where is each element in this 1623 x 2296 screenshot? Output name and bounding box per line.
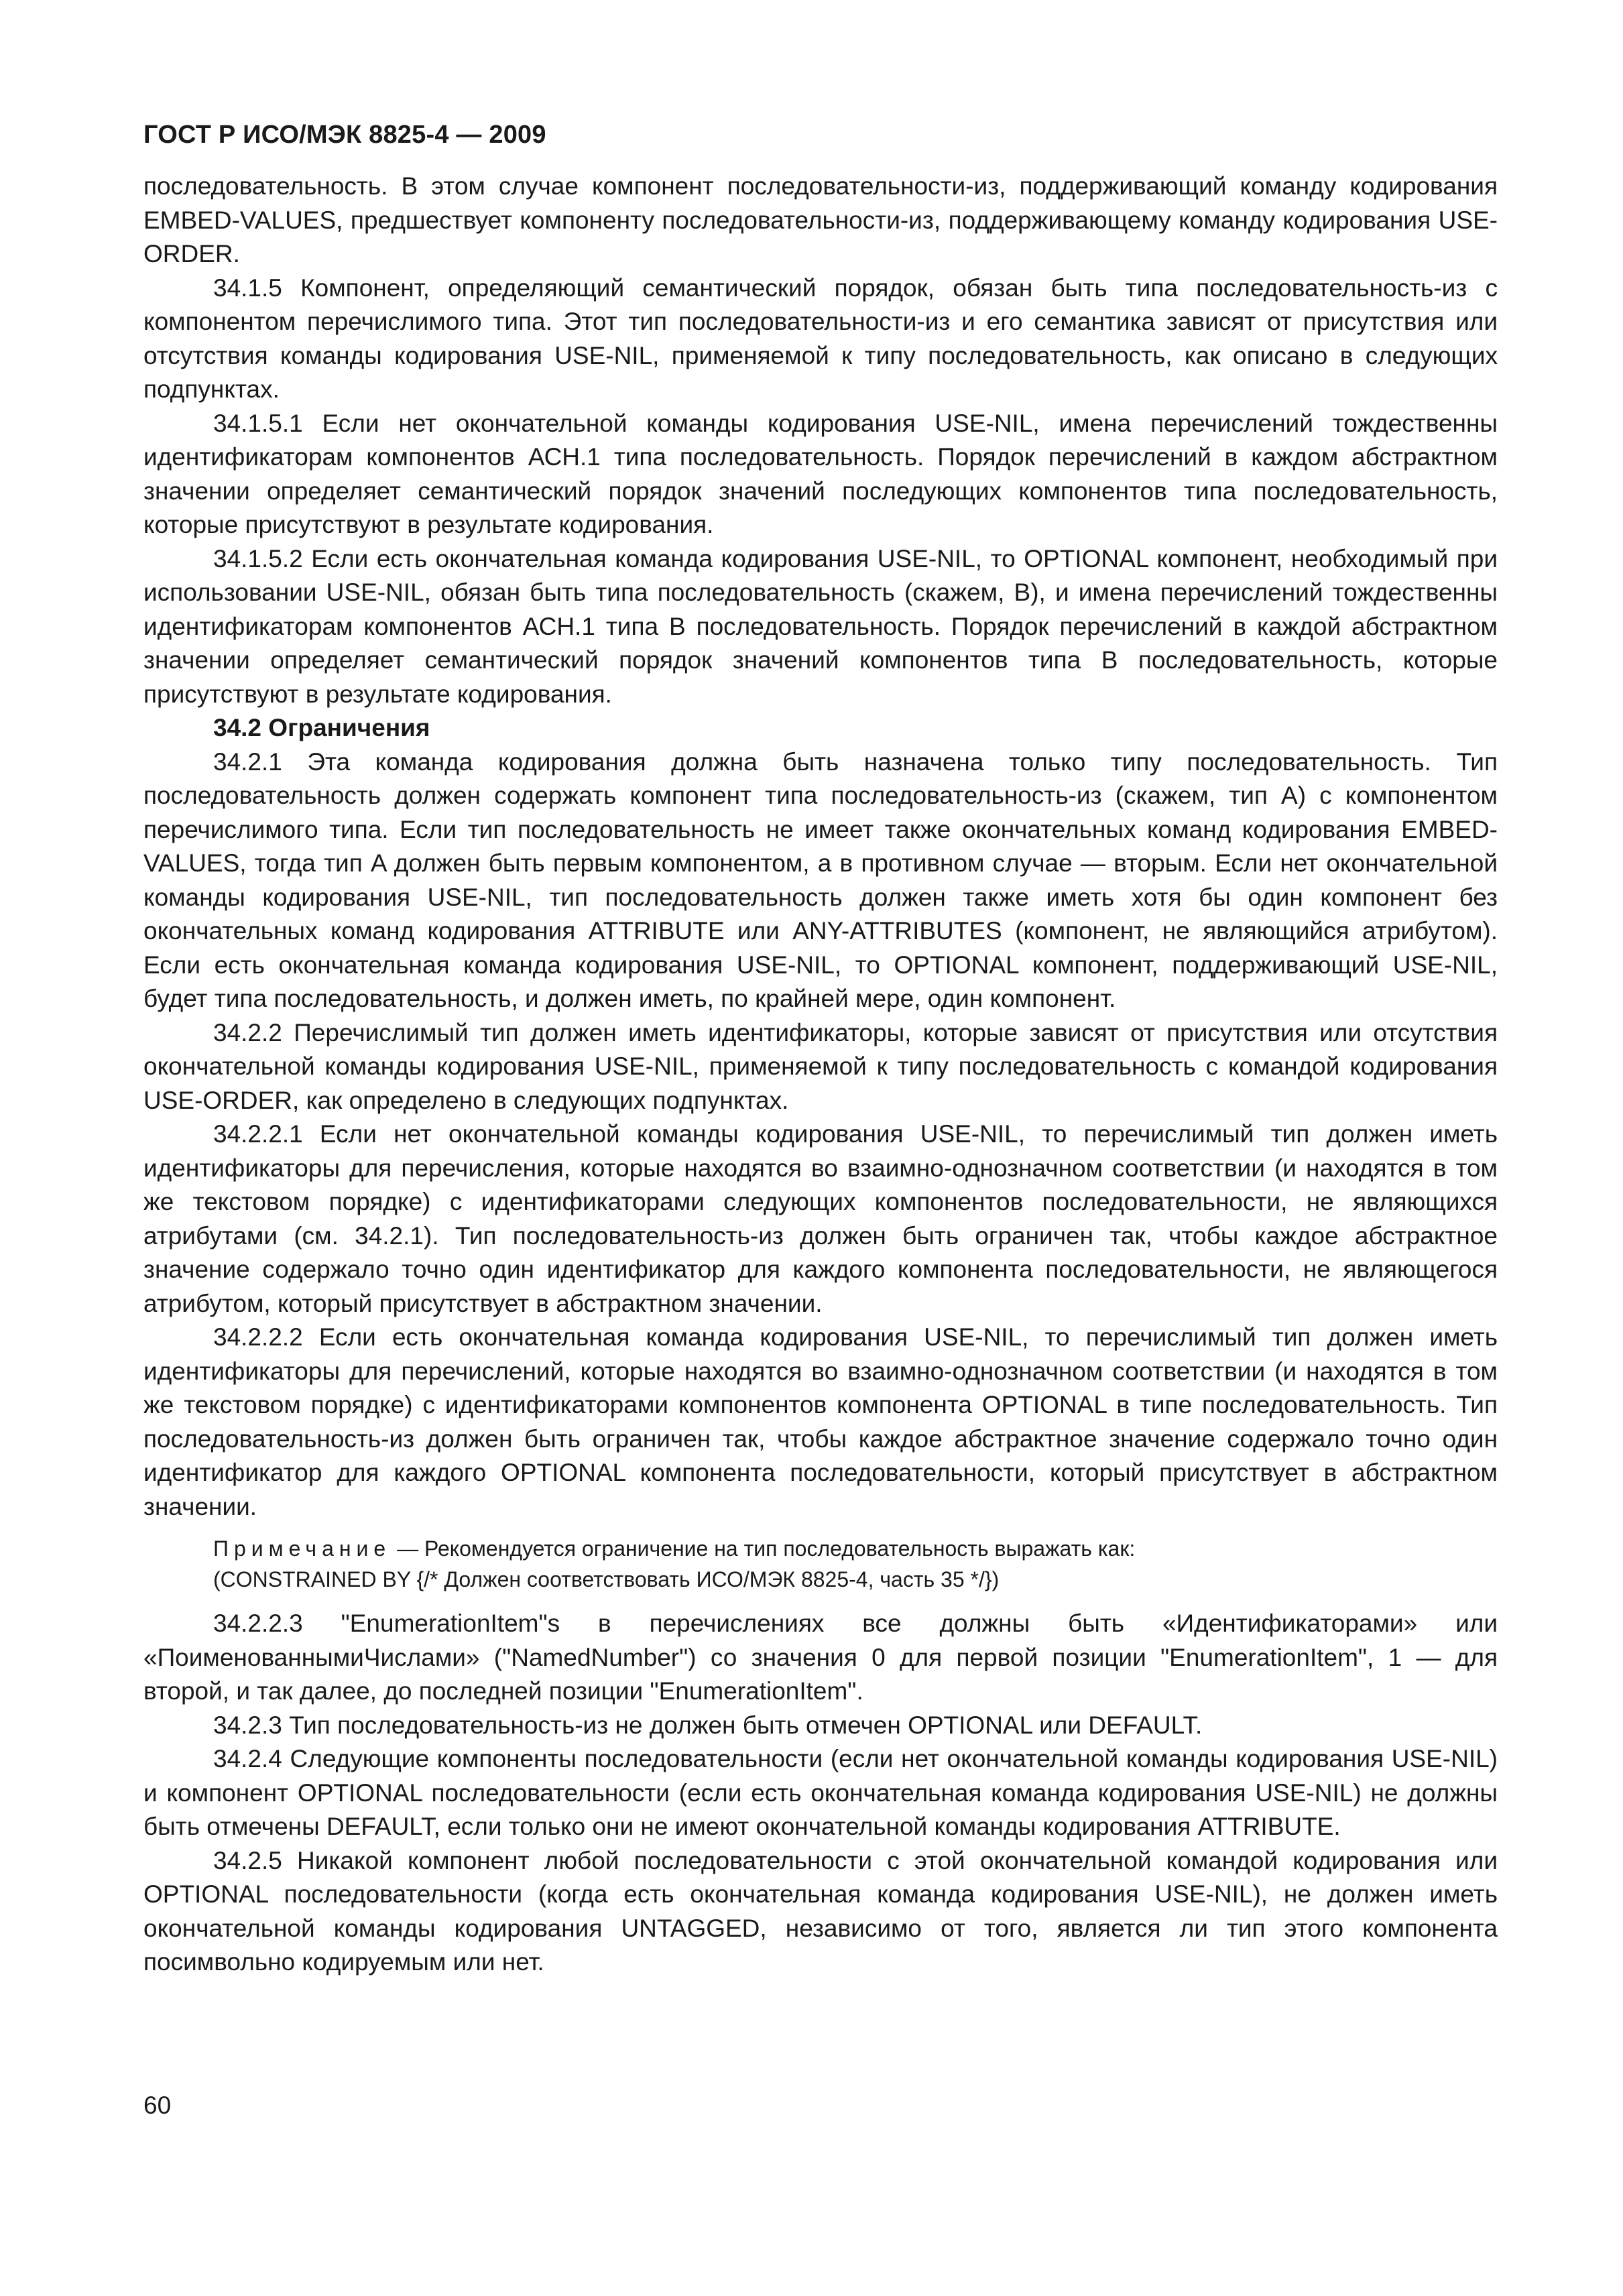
- page-number: 60: [143, 2092, 172, 2119]
- paragraph-34-2-2: 34.2.2 Перечислимый тип должен иметь идентификаторы, которые зависят от присутствия или отсутствия окончательной команды кодирования USE-NIL, применяемой к типу последовательность с командой кодирования USE-ORDER, как определено в следующих подпунктах.: [143, 1018, 1498, 1114]
- note-label: Примечание: [213, 1536, 392, 1561]
- document-header: ГОСТ Р ИСО/МЭК 8825-4 — 2009: [143, 121, 546, 149]
- paragraph-34-1-5: 34.1.5 Компонент, определяющий семантический порядок, обязан быть типа последовательность-из с компонентом перечислимого типа. Этот тип последовательности-из и его семантика зависят от присутствия или отсутствия команды кодирования USE-NIL, применяемой к типу последовательность, как описано в следующих подпунктах.: [143, 274, 1498, 403]
- paragraph-34-2-1: 34.2.1 Эта команда кодирования должна быть назначена только типу последовательность. Тип последовательность должен содержать компонент типа последовательность-из (скажем, тип A) с компонентом перечислимого типа. Если тип последовательность не имеет также окончательных команд кодирования EMBED-VALUES, тогда тип A должен быть первым компонентом, а в противном случае — вторым. Если нет окончательной команды кодирования USE-NIL, тип последовательность должен также иметь хотя бы один компонент без окончательных команд кодирования ATTRIBUTE или ANY-ATTRIBUTES (компонент, не являющийся атрибутом). Если есть окончательная команда кодирования USE-NIL, то OPTIONAL компонент, поддерживающий USE-NIL, будет типа последовательность, и должен иметь, по крайней мере, один компонент.: [143, 747, 1498, 1012]
- paragraph-34-1-5-1: 34.1.5.1 Если нет окончательной команды кодирования USE-NIL, имена перечислений тождественны идентификаторам компонентов АСН.1 типа последовательность. Порядок перечислений в каждом абстрактном значении определяет семантический порядок значений последующих компонентов типа последовательность, которые присутствуют в результате кодирования.: [143, 409, 1498, 538]
- paragraph-34-2-5: 34.2.5 Никакой компонент любой последовательности с этой окончательной командой кодирования или OPTIONAL последовательности (когда есть окончательная команда кодирования USE-NIL), не должен иметь окончательной команды кодирования UNTAGGED, независимо от того, является ли тип этого компонента посимвольно кодируемым или нет.: [143, 1846, 1498, 1976]
- paragraph-34-2-3: 34.2.3 Тип последовательность-из не должен быть отмечен OPTIONAL или DEFAULT.: [213, 1711, 1203, 1739]
- document-page: [143, 121, 1498, 1980]
- note-block: [213, 1533, 1498, 1595]
- paragraph-34-2-2-2: 34.2.2.2 Если есть окончательная команда кодирования USE-NIL, то перечислимый тип должен иметь идентификаторы для перечислений, которые находятся во взаимно-однозначном соответствии (и находятся в том же текстовом порядке) с идентификаторами компонентов компонента OPTIONAL в типе последовательность. Тип последовательность-из должен быть ограничен так, чтобы каждое абстрактное значение содержало точно один идентификатор для каждого OPTIONAL компонента последовательности, который присутствует в абстрактном значении.: [143, 1323, 1498, 1520]
- paragraph-34-1-5-2: 34.1.5.2 Если есть окончательная команда кодирования USE-NIL, то OPTIONAL компонент, необходимый при использовании USE-NIL, обязан быть типа последовательность (скажем, B), и имена перечислений тождественны идентификаторам компонентов АСН.1 типа B последовательность. Порядок перечислений в каждой абстрактном значении определяет семантический порядок значений компонентов типа B последовательность, которые присутствуют в результате кодирования.: [143, 544, 1498, 708]
- section-heading-34-2: 34.2 Ограничения: [213, 714, 430, 741]
- note-constraint: (CONSTRAINED BY {/* Должен соответствовать ИСО/МЭК 8825-4, часть 35 */}): [213, 1567, 1000, 1591]
- paragraph-continuation: последовательность. В этом случае компонент последовательности-из, поддерживающий команду кодирования EMBED-VALUES, предшествует компоненту последовательности-из, поддерживающему команду кодирования USE-ORDER.: [143, 172, 1498, 267]
- note-text: — Рекомендуется ограничение на тип последовательность выражать как:: [391, 1536, 1136, 1561]
- paragraph-34-2-2-3: 34.2.2.3 "EnumerationItem"s в перечислениях все должны быть «Идентификаторами» или «ПоименованнымиЧислами» ("NamedNumber") со значения 0 для первой позиции "EnumerationItem", 1 — для второй, и так далее, до последней позиции "EnumerationItem".: [143, 1610, 1498, 1705]
- paragraph-34-2-2-1: 34.2.2.1 Если нет окончательной команды кодирования USE-NIL, то перечислимый тип должен иметь идентификаторы для перечисления, которые находятся во взаимно-однозначном соответствии (и находятся в том же текстовом порядке) с идентификаторами следующих компонентов последовательности, не являющихся атрибутами (см. 34.2.1). Тип последовательность-из должен быть ограничен так, чтобы каждое абстрактное значение содержало точно один идентификатор для каждого компонента последовательности, не являющегося атрибутом, который присутствует в абстрактном значении.: [143, 1120, 1498, 1317]
- paragraph-34-2-4: 34.2.4 Следующие компоненты последовательности (если нет окончательной команды кодирования USE-NIL) и компонент OPTIONAL последовательности (если есть окончательная команда кодирования USE-NIL) не должны быть отмечены DEFAULT, если только они не имеют окончательной команды кодирования ATTRIBUTE.: [143, 1745, 1498, 1840]
